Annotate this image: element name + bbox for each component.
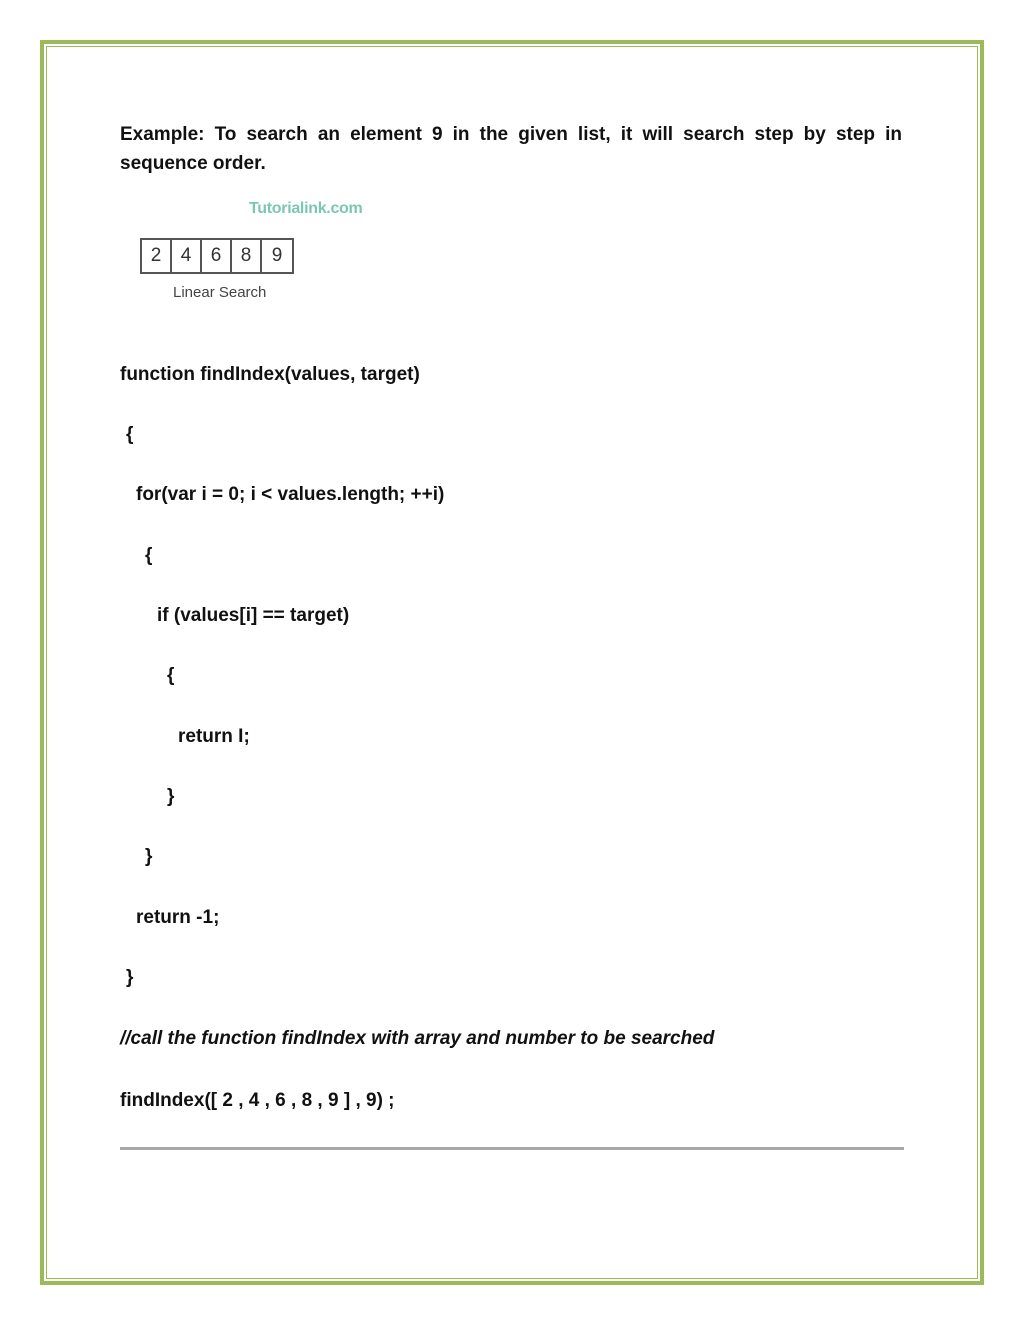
array-figure [140, 238, 294, 274]
code-line: return I; [178, 726, 250, 747]
code-line: { [167, 665, 175, 686]
code-line: } [167, 786, 175, 807]
code-line: { [126, 424, 134, 445]
code-line: } [145, 846, 153, 867]
array-cell: 8 [232, 240, 262, 272]
horizontal-rule [120, 1147, 904, 1150]
array-cell: 6 [202, 240, 232, 272]
code-line: return -1; [136, 907, 220, 928]
array-cell: 9 [271, 245, 283, 266]
figure-caption: Linear Search [173, 284, 267, 301]
array-cell: 4 [172, 240, 202, 272]
code-line: for(var i = 0; i < values.length; ++i) [136, 484, 445, 505]
watermark-text: Tutorialink.com [249, 200, 363, 217]
code-line: } [126, 967, 134, 988]
intro-paragraph: Example: To search an element 9 in the given list, it will search step by step in sequence order. [120, 124, 902, 174]
function-call: findIndex([ 2 , 4 , 6 , 8 , 9 ] , 9) ; [120, 1090, 395, 1111]
array-cell: 2 [142, 240, 172, 272]
code-line: { [145, 545, 153, 566]
code-comment: //call the function findIndex with array and number to be searched [120, 1028, 715, 1049]
code-line: if (values[i] == target) [157, 605, 350, 626]
code-line: function findIndex(values, target) [120, 364, 420, 385]
